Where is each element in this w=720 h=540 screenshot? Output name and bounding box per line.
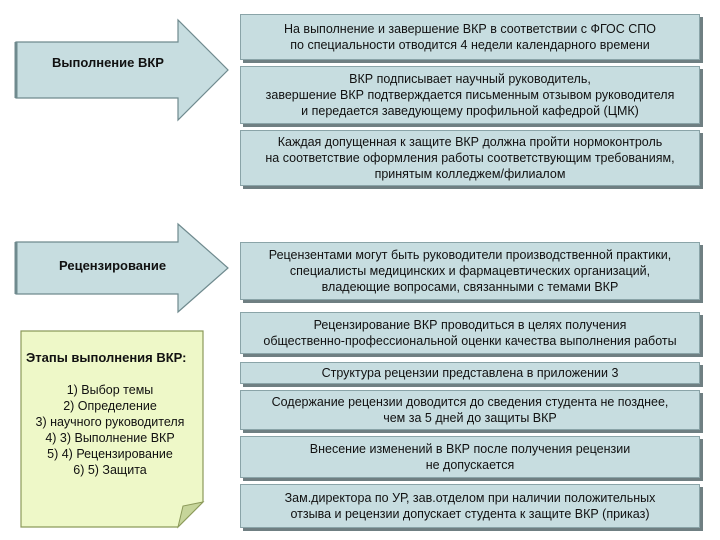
- stages-list-item: 6) 5) Защита: [73, 463, 147, 477]
- info-box-line: принятым колледжем/филиалом: [374, 167, 566, 181]
- info-box-line: Содержание рецензии доводится до сведения студента не позднее,: [271, 395, 669, 409]
- info-box-normcontrol: [240, 130, 700, 186]
- stages-list-item: 4) 3) Выполнение ВКР: [45, 431, 175, 445]
- info-box-line: ВКР подписывает научный руководитель,: [349, 72, 591, 86]
- info-box-duration: [240, 14, 700, 60]
- arrow-review: [14, 222, 234, 318]
- info-box-line: На выполнение и завершение ВКР в соответствии с ФГОС СПО: [283, 22, 657, 36]
- stages-note: [20, 330, 220, 530]
- info-box-line: завершение ВКР подтверждается письменным отзывом руководителя: [265, 88, 675, 102]
- stages-list-item: 1) Выбор темы: [66, 383, 154, 397]
- stages-note-title: Этапы выполнения ВКР:: [26, 350, 187, 365]
- stages-list: [20, 382, 200, 478]
- info-box-line: общественно-профессиональной оценки качества выполнения работы: [263, 334, 677, 348]
- info-box-line: и передается заведующему профильной кафедрой (ЦМК): [301, 104, 639, 118]
- info-box-no-changes: [240, 436, 700, 478]
- arrow-execution-label: Выполнение ВКР: [52, 55, 164, 70]
- info-box-line: Зам.директора по УР, зав.отделом при наличии положительных: [284, 491, 656, 505]
- info-box-line: Внесение изменений в ВКР после получения рецензии: [309, 442, 631, 456]
- arrow-execution-shape: [14, 18, 234, 126]
- stages-list-item: 5) 4) Рецензирование: [47, 447, 173, 461]
- info-box-line: по специальности отводится 4 недели календарного времени: [290, 38, 650, 52]
- info-box-review-deadline: [240, 390, 700, 430]
- info-box-line: Рецензентами могут быть руководители производственной практики,: [268, 248, 672, 262]
- info-box-line: чем за 5 дней до защиты ВКР: [383, 411, 557, 425]
- stages-list-item: 3) научного руководителя: [35, 415, 185, 429]
- info-box-review-structure: [240, 362, 700, 384]
- info-box-line: не допускается: [425, 458, 515, 472]
- info-box-line: Каждая допущенная к защите ВКР должна пройти нормоконтроль: [277, 135, 663, 149]
- info-box-line: отзыва и рецензии допускает студента к защите ВКР (приказ): [290, 507, 650, 521]
- arrow-execution: [14, 18, 234, 126]
- info-box-supervisor: [240, 66, 700, 124]
- info-box-line: специалисты медицинских и фармацевтических организаций,: [289, 264, 651, 278]
- info-box-line: Рецензирование ВКР проводиться в целях получения: [313, 318, 627, 332]
- info-box-line: на соответствие оформления работы соответствующим требованиям,: [265, 151, 675, 165]
- info-box-line: владеющие вопросами, связанными с темами ВКР: [321, 280, 619, 294]
- info-box-line: Структура рецензии представлена в приложении 3: [321, 366, 619, 380]
- info-box-review-purpose: [240, 312, 700, 354]
- info-box-reviewers: [240, 242, 700, 300]
- arrow-review-label: Рецензирование: [59, 258, 167, 273]
- info-box-admission: [240, 484, 700, 528]
- stages-list-item: 2) Определение: [63, 399, 157, 413]
